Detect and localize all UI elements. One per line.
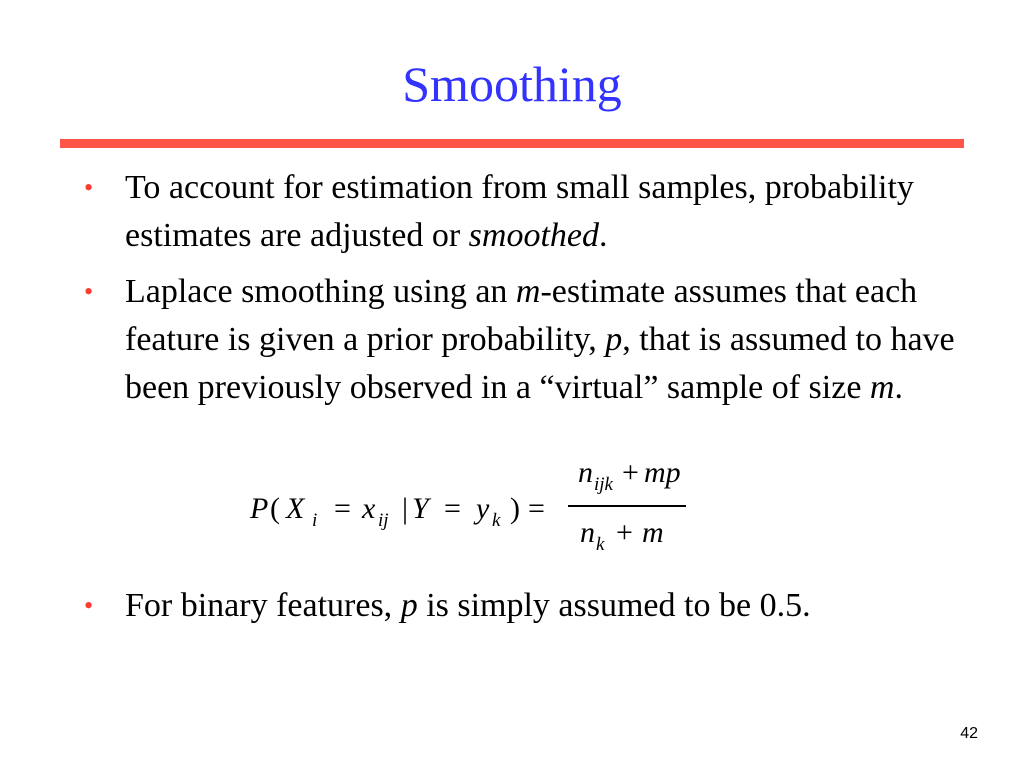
formula-equals-2: = [444, 492, 461, 525]
bullet-item [84, 582, 984, 630]
bullet-item [84, 164, 984, 260]
fraction-bar [568, 505, 686, 507]
formula-close-paren: ) [510, 492, 520, 525]
formula-x: x [362, 492, 376, 525]
slide-title: Smoothing [402, 56, 622, 112]
formula-P: P [250, 492, 269, 525]
bullet-text: For binary features, [125, 587, 401, 624]
formula-equals-1: = [334, 492, 351, 525]
bullet-emphasis: smoothed [468, 217, 599, 254]
numerator-plus: + [622, 456, 639, 489]
bullet-list [84, 164, 984, 412]
formula-sub-i: i [312, 510, 318, 531]
bullet-list-continued [84, 582, 984, 630]
formula-sub-k: k [492, 510, 501, 531]
bullet-text: is simply assumed to be 0.5. [417, 587, 811, 624]
bullet-item [84, 268, 984, 412]
bullet-text: To account for estimation from small samples, probability estimates are adjusted or [125, 169, 914, 254]
page-number: 42 [960, 725, 978, 742]
formula-sub-ij: ij [378, 510, 389, 531]
bullet-text: -estimate assumes that each feature is given a prior probability, [125, 273, 918, 358]
denominator-n: n [580, 516, 595, 549]
title-divider [60, 139, 964, 148]
bullet-emphasis: m [515, 273, 541, 310]
numerator-sub-ijk: ijk [594, 474, 613, 495]
numerator-mp: mp [644, 456, 681, 489]
formula-bar: | [402, 492, 409, 525]
bullet-text: , that is assumed to have been previously observed in a “virtual” sample of size [125, 321, 955, 406]
formula-equals-3: = [528, 492, 545, 525]
formula-Y: Y [412, 492, 429, 525]
bullet-marker: • [84, 277, 94, 306]
formula-X: X [286, 492, 305, 525]
bullet-text: . [894, 369, 903, 406]
bullet-marker: • [84, 173, 94, 202]
formula-y: y [476, 492, 490, 525]
denominator-plus: + [616, 516, 633, 549]
bullet-marker: • [84, 591, 94, 620]
formula-open-paren: ( [270, 492, 280, 525]
bullet-text: Laplace smoothing using an [125, 273, 516, 310]
numerator-n: n [578, 456, 593, 489]
bullet-emphasis: p [400, 587, 418, 624]
denominator-sub-k: k [596, 534, 605, 555]
laplace-formula [250, 456, 700, 562]
denominator-m: m [642, 516, 664, 549]
bullet-text: . [598, 217, 608, 254]
bullet-emphasis: m [869, 369, 895, 406]
bullet-emphasis: p [605, 321, 623, 358]
